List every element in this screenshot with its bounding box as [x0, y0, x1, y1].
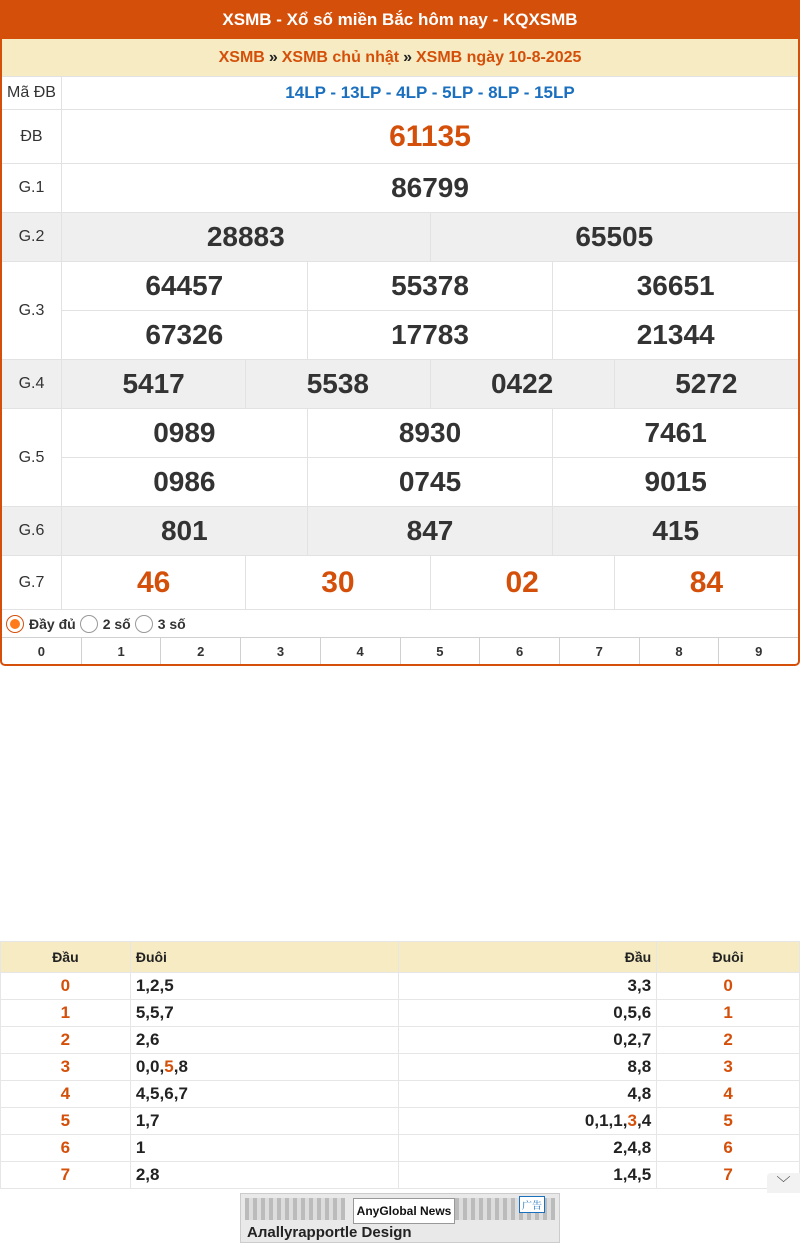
loto-duoi-list — [130, 973, 399, 1000]
row-label: G.6 — [2, 507, 62, 555]
digit-filter[interactable]: 4 — [320, 638, 400, 664]
loto-number: 5 — [164, 1057, 174, 1076]
prize-number: 64457 — [145, 270, 224, 301]
loto-number: 6 — [641, 1003, 652, 1022]
loto-dau: 2 — [1, 1027, 131, 1054]
comma: , — [145, 1003, 151, 1022]
prize-number: 17783 — [307, 311, 553, 359]
ma-db-value: 14LP - 13LP - 4LP - 5LP - 8LP - 15LP — [285, 83, 575, 102]
loto-number: 4 — [627, 1165, 637, 1184]
loto-table — [0, 941, 800, 1189]
prize-number: 0989 — [153, 417, 216, 448]
row-g7 — [2, 555, 798, 609]
row-ma-db — [2, 76, 798, 109]
comma: , — [159, 1084, 165, 1103]
prize-number: 36651 — [552, 262, 798, 310]
prize-number: 02 — [430, 556, 614, 609]
chevron-down-icon: ﹀ — [776, 1175, 791, 1191]
loto-dau: 0 — [1, 973, 131, 1000]
loto-number: 6 — [150, 1030, 160, 1049]
loto-dau-list — [399, 1081, 657, 1108]
loto-number: 7 — [178, 1084, 188, 1103]
loto-duoi: 3 — [657, 1054, 800, 1081]
loto-number: 2 — [135, 1030, 146, 1049]
digit-filter[interactable]: 1 — [81, 638, 161, 664]
loto-number: 8 — [641, 1138, 652, 1157]
comma: , — [622, 1138, 628, 1157]
loto-number: 1 — [135, 1138, 146, 1157]
loto-dau: 7 — [1, 1162, 131, 1189]
loto-number: 8 — [627, 1057, 637, 1076]
loto-dau: 6 — [1, 1135, 131, 1162]
comma: , — [636, 1003, 642, 1022]
row-g3 — [2, 261, 798, 359]
newspaper-image — [245, 1198, 345, 1220]
loto-dau-list — [399, 1054, 657, 1081]
header-dau: Đầu — [399, 942, 657, 973]
prize-number: 0422 — [430, 360, 614, 408]
comma: , — [636, 1057, 642, 1076]
ad-tag: 广告 — [519, 1196, 545, 1213]
digit-filter[interactable]: 2 — [160, 638, 240, 664]
breadcrumb-xsmb[interactable]: XSMB — [218, 48, 265, 66]
digit-filter[interactable]: 0 — [37, 643, 45, 659]
option-full[interactable] — [6, 615, 76, 633]
comma: , — [145, 1111, 151, 1130]
loto-dau: 1 — [1, 1000, 131, 1027]
row-g5 — [2, 408, 798, 506]
row-g2 — [2, 212, 798, 261]
loto-duoi: 6 — [657, 1135, 800, 1162]
loto-number: 5 — [627, 1003, 637, 1022]
loto-number: 8 — [178, 1057, 188, 1076]
loto-number: 3 — [627, 976, 637, 995]
loto-number: 5 — [164, 976, 174, 995]
ad-headline: Aлallyrapportle Design — [247, 1224, 412, 1241]
ad-brand: AnyGlobal News — [353, 1198, 455, 1224]
loto-number: 7 — [164, 1003, 174, 1022]
comma: , — [145, 1030, 151, 1049]
row-label: G.5 — [2, 409, 62, 506]
loto-dau-list — [399, 1135, 657, 1162]
page-title: XSMB - Xổ số miền Bắc hôm nay - KQXSMB — [2, 0, 798, 39]
loto-number: 7 — [150, 1111, 160, 1130]
digit-filter[interactable]: 8 — [639, 638, 719, 664]
loto-duoi-list — [130, 1000, 399, 1027]
loto-duoi-list — [130, 1081, 399, 1108]
row-label: G.2 — [2, 213, 62, 261]
prize-number: 8930 — [307, 409, 553, 457]
row-special-prize — [2, 109, 798, 163]
loto-row — [1, 1081, 800, 1108]
row-g4 — [2, 359, 798, 408]
loto-number: 2 — [150, 976, 160, 995]
prize-number: 847 — [307, 507, 553, 555]
prize-number: 801 — [160, 515, 208, 546]
loto-header-row — [1, 942, 800, 973]
loto-dau: 5 — [1, 1108, 131, 1135]
comma: , — [636, 1111, 642, 1130]
prize-number: 5417 — [122, 368, 185, 399]
breadcrumb-date[interactable]: XSMB ngày 10-8-2025 — [415, 48, 582, 66]
row-label: Mã ĐB — [2, 77, 62, 109]
collapse-ad-button[interactable] — [767, 1173, 800, 1193]
loto-number: 4 — [627, 1084, 637, 1103]
loto-duoi: 5 — [657, 1108, 800, 1135]
row-g1 — [2, 163, 798, 212]
breadcrumb-separator: » — [403, 48, 412, 66]
option-2-digits[interactable] — [80, 615, 131, 633]
loto-duoi: 1 — [657, 1000, 800, 1027]
loto-number: 3 — [641, 976, 652, 995]
loto-row — [1, 1027, 800, 1054]
loto-duoi-list — [130, 1027, 399, 1054]
loto-dau: 3 — [1, 1054, 131, 1081]
loto-number: 1 — [135, 1111, 146, 1130]
breadcrumb-weekday[interactable]: XSMB chủ nhật — [281, 48, 400, 66]
loto-number: 0 — [584, 1111, 595, 1130]
loto-number: 1 — [613, 1165, 623, 1184]
row-label: G.4 — [2, 360, 62, 408]
loto-row — [1, 1108, 800, 1135]
option-3-digits[interactable] — [135, 615, 186, 633]
prize-number: 67326 — [145, 319, 224, 350]
comma: , — [145, 1057, 151, 1076]
prize-number: 0986 — [153, 466, 216, 497]
digit-filter[interactable]: 9 — [718, 638, 798, 664]
loto-number: 5 — [135, 1003, 146, 1022]
loto-number: 7 — [641, 1030, 652, 1049]
loto-number: 5 — [150, 1003, 160, 1022]
loto-duoi: 4 — [657, 1081, 800, 1108]
comma: , — [622, 1165, 628, 1184]
comma: , — [622, 1003, 628, 1022]
loto-duoi-list — [130, 1162, 399, 1189]
loto-number: 1 — [599, 1111, 609, 1130]
comma: , — [159, 1003, 165, 1022]
radio-full[interactable] — [6, 615, 24, 633]
loto-number: 5 — [641, 1165, 652, 1184]
loto-row — [1, 1054, 800, 1081]
loto-number: 2 — [135, 1165, 146, 1184]
radio-3-digits[interactable] — [135, 615, 153, 633]
breadcrumb — [2, 39, 798, 76]
comma: , — [608, 1111, 614, 1130]
comma: , — [636, 1030, 642, 1049]
special-prize-number: 61135 — [389, 119, 471, 153]
comma: , — [594, 1111, 600, 1130]
comma: , — [622, 1030, 628, 1049]
prize-number: 86799 — [391, 172, 469, 203]
loto-dau-list — [399, 1162, 657, 1189]
prize-number: 9015 — [552, 458, 798, 506]
loto-number: 4 — [641, 1111, 652, 1130]
comma: , — [145, 1165, 151, 1184]
prize-number: 5538 — [245, 360, 429, 408]
digit-filter-bar — [2, 637, 798, 664]
comma: , — [173, 1057, 179, 1076]
prize-number: 84 — [614, 556, 798, 609]
prize-number: 7461 — [552, 409, 798, 457]
loto-row — [1, 1162, 800, 1189]
loto-number: 1 — [613, 1111, 623, 1130]
loto-number: 0 — [135, 1057, 146, 1076]
comma: , — [159, 976, 165, 995]
digit-filter[interactable]: 3 — [240, 638, 320, 664]
loto-number: 8 — [150, 1165, 160, 1184]
loto-dau-list — [399, 1027, 657, 1054]
prize-number: 5272 — [614, 360, 798, 408]
header-dau: Đầu — [1, 942, 131, 973]
loto-row — [1, 973, 800, 1000]
loto-number: 5 — [150, 1084, 160, 1103]
loto-duoi: 7 — [657, 1162, 800, 1189]
comma: , — [636, 1165, 642, 1184]
loto-number: 1 — [135, 976, 146, 995]
row-g6 — [2, 506, 798, 555]
row-label: G.7 — [2, 556, 62, 609]
digit-filter[interactable]: 5 — [400, 638, 480, 664]
prize-number: 30 — [245, 556, 429, 609]
option-label: 3 số — [157, 615, 186, 632]
loto-duoi-list — [130, 1108, 399, 1135]
row-label: G.1 — [2, 164, 62, 212]
loto-dau-list — [399, 1000, 657, 1027]
comma: , — [636, 1084, 642, 1103]
header-duoi: Đuôi — [130, 942, 399, 973]
loto-duoi: 0 — [657, 973, 800, 1000]
loto-number: 0 — [150, 1057, 160, 1076]
loto-number: 3 — [627, 1111, 637, 1130]
loto-number: 0 — [613, 1003, 623, 1022]
prize-number: 55378 — [307, 262, 553, 310]
loto-number: 8 — [641, 1084, 652, 1103]
loto-row — [1, 1135, 800, 1162]
prize-number: 28883 — [206, 221, 285, 252]
comma: , — [159, 1057, 165, 1076]
option-label: Đầy đủ — [29, 615, 76, 632]
header-duoi: Đuôi — [657, 942, 800, 973]
prize-number: 46 — [136, 565, 171, 599]
loto-number: 0 — [613, 1030, 623, 1049]
radio-2-digits[interactable] — [80, 615, 98, 633]
comma: , — [145, 976, 151, 995]
loto-number: 4 — [135, 1084, 146, 1103]
loto-dau-list — [399, 973, 657, 1000]
comma: , — [636, 976, 642, 995]
row-label: G.3 — [2, 262, 62, 359]
comma: , — [173, 1084, 179, 1103]
comma: , — [622, 1111, 628, 1130]
prize-number: 415 — [552, 507, 798, 555]
loto-number: 6 — [164, 1084, 174, 1103]
digit-filter[interactable]: 7 — [559, 638, 639, 664]
loto-duoi-list — [130, 1054, 399, 1081]
loto-row — [1, 1000, 800, 1027]
display-options — [2, 609, 798, 637]
loto-number: 2 — [613, 1138, 623, 1157]
prize-number: 21344 — [552, 311, 798, 359]
comma: , — [636, 1138, 642, 1157]
loto-dau: 4 — [1, 1081, 131, 1108]
row-label: ĐB — [2, 110, 62, 163]
comma: , — [145, 1084, 151, 1103]
prize-number: 0745 — [307, 458, 553, 506]
prize-number: 65505 — [430, 213, 799, 261]
loto-number: 4 — [627, 1138, 637, 1157]
loto-duoi: 2 — [657, 1027, 800, 1054]
ad-banner[interactable] — [240, 1193, 560, 1243]
loto-number: 8 — [641, 1057, 652, 1076]
digit-filter[interactable]: 6 — [479, 638, 559, 664]
loto-dau-list — [399, 1108, 657, 1135]
option-label: 2 số — [102, 615, 131, 632]
breadcrumb-separator: » — [268, 48, 278, 66]
loto-number: 2 — [627, 1030, 637, 1049]
loto-duoi-list — [130, 1135, 399, 1162]
